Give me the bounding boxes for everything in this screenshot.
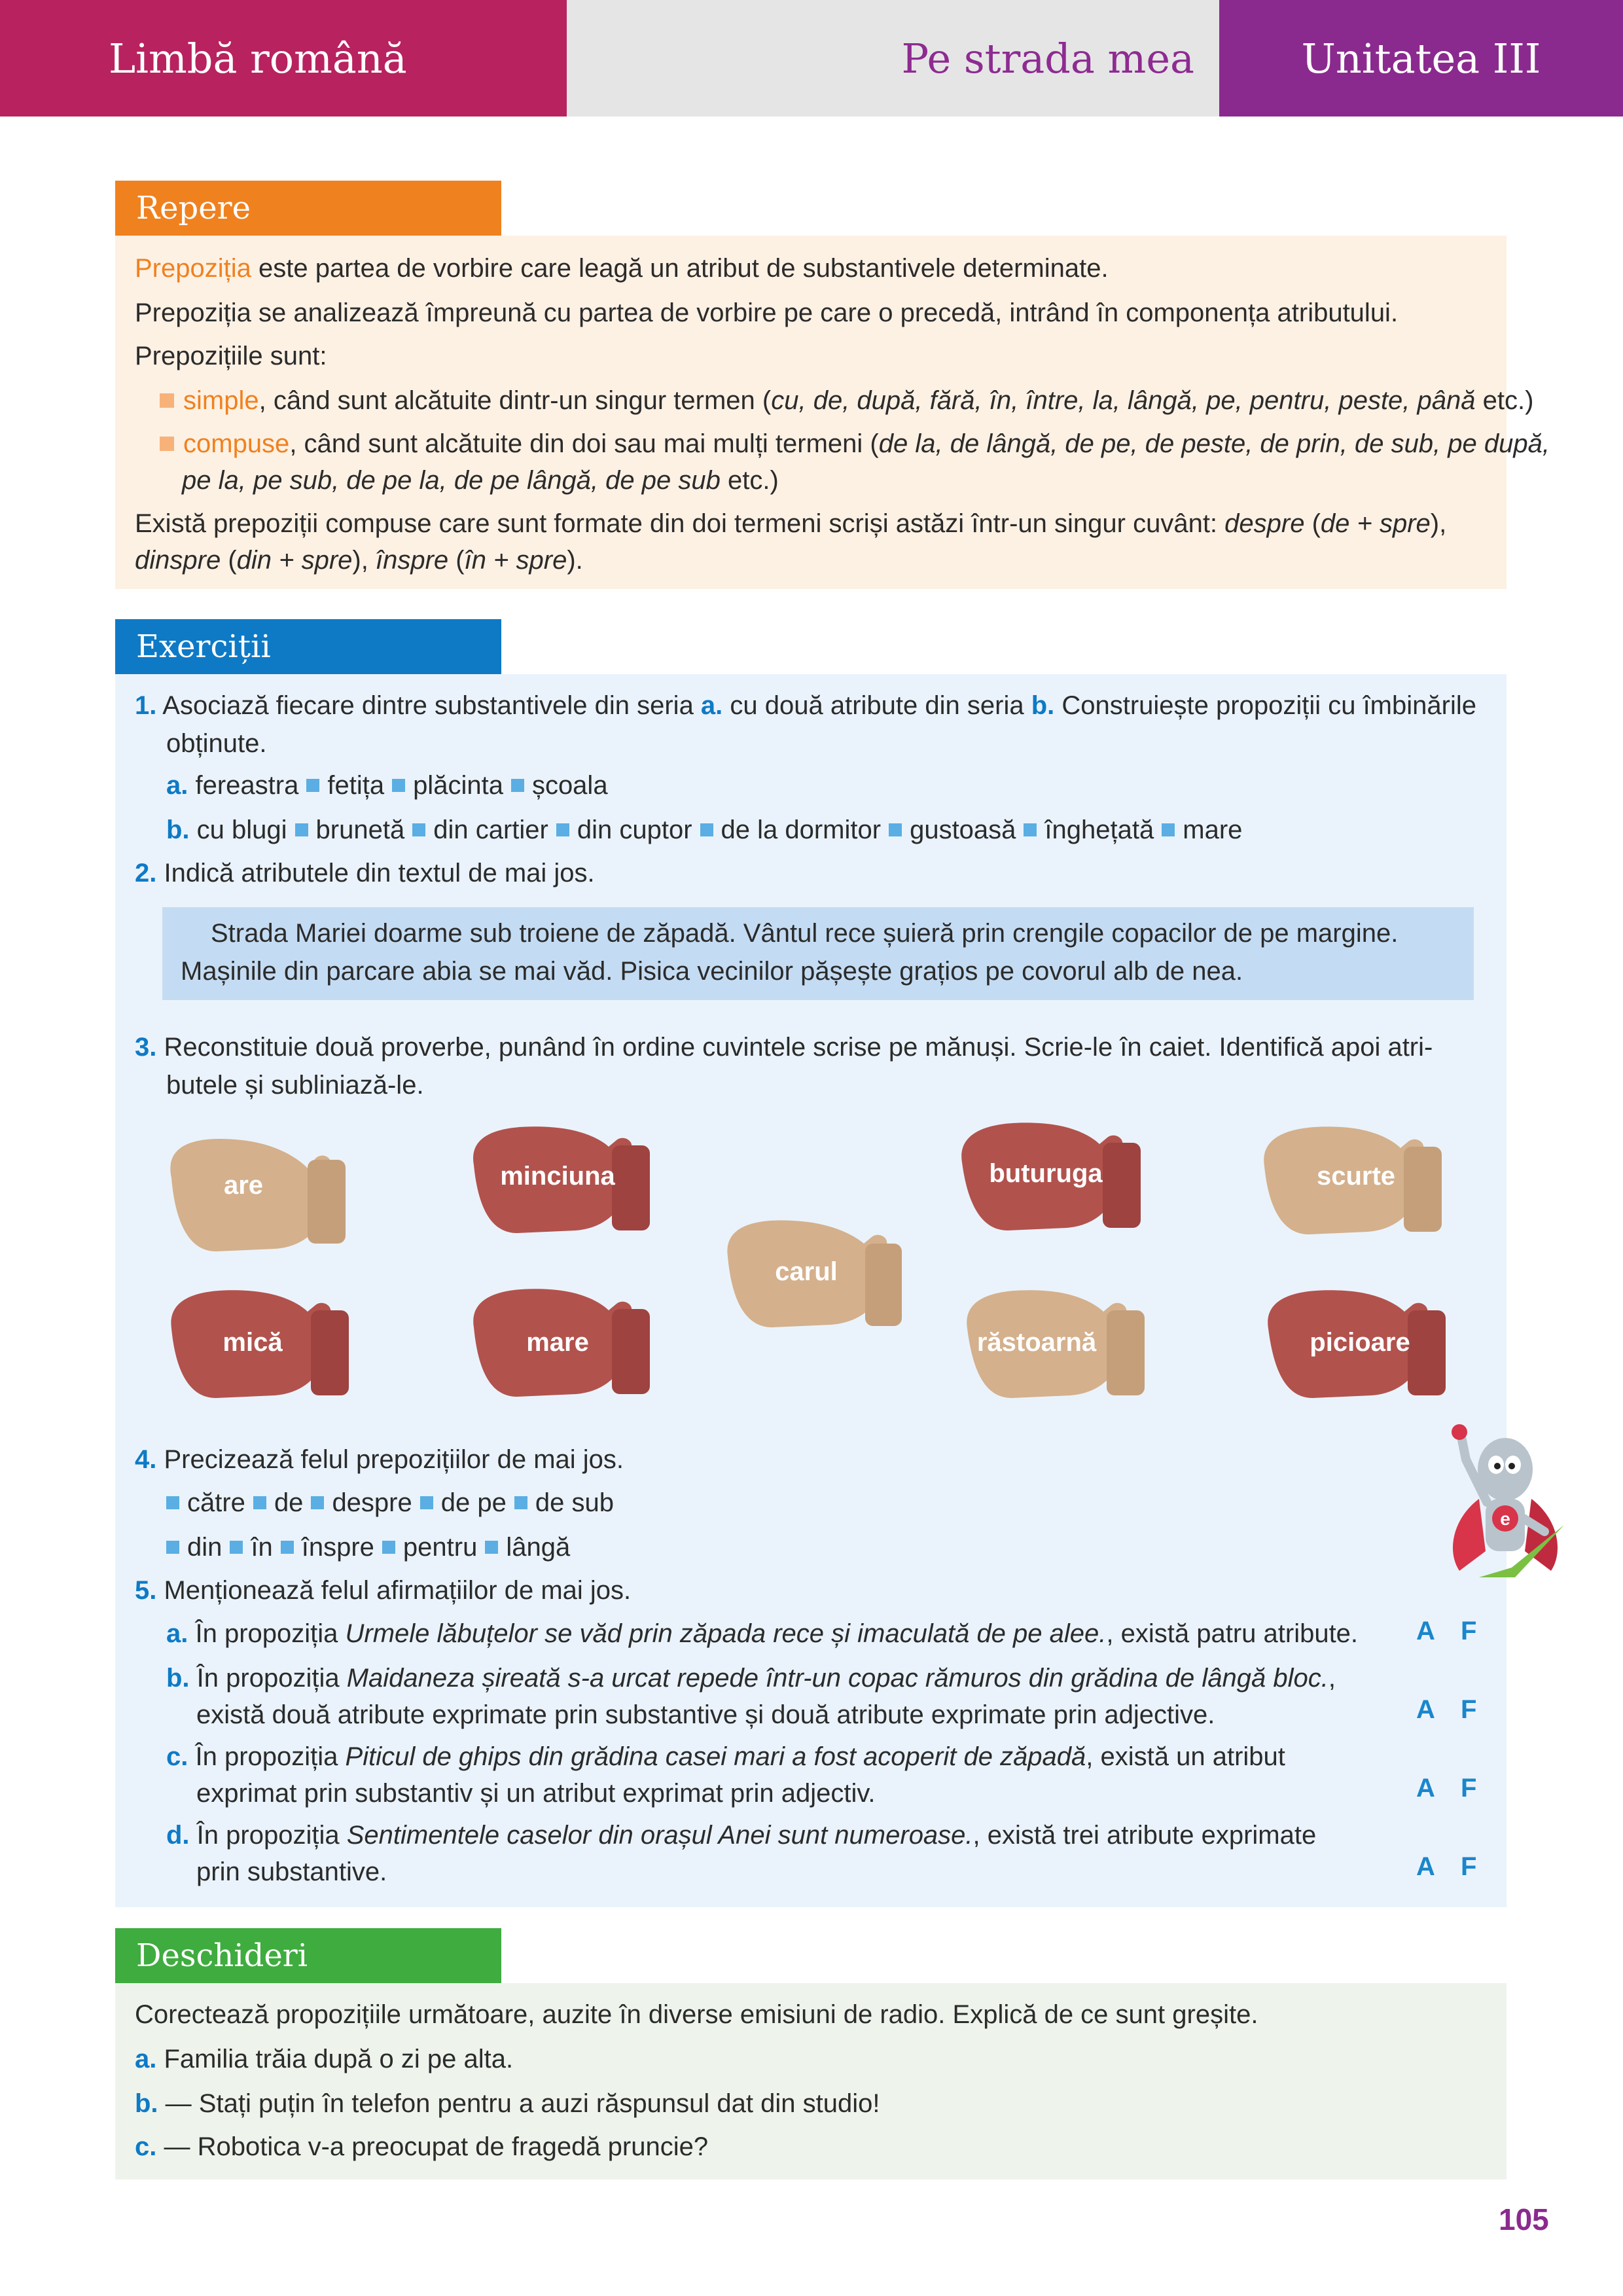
ex4-row2: din în înspre pentru lângă	[166, 1529, 570, 1566]
ex5-d-line1: d. În propoziția Sentimentele caselor din orașul Anei sunt numeroase., există trei atribute exprimate	[166, 1821, 1317, 1850]
mitten-carul	[727, 1220, 902, 1327]
ex2-box-line2: Mașinile din parcare abia se mai văd. Pisica vecinilor pășește grațios pe covorul alb de nea.	[181, 957, 1243, 986]
deschideri-c: c. — Robotica v-a preocupat de fragedă pruncie?	[135, 2132, 709, 2161]
bullet-square-icon	[382, 1541, 395, 1554]
bullet-square-icon	[514, 1496, 527, 1509]
mitten-label: buturuga	[989, 1159, 1103, 1188]
ex5-b-line1: b. În propoziția Maidaneza șireată s-a urcat repede într-un copac rămuros din grădina de lângă bloc.,	[166, 1664, 1336, 1693]
repere-p1: Prepoziția este partea de vorbire care leagă un atribut de substantivele determinate.	[135, 254, 1109, 283]
ex5-b-line2: există două atribute exprimate prin substantive și două atribute exprimate prin adjective.	[196, 1700, 1215, 1729]
bullet-square-icon	[253, 1496, 266, 1509]
ex5-d-true[interactable]: A	[1416, 1852, 1435, 1881]
repere-bullet-simple: simple, când sunt alcătuite dintr-un singur termen (cu, de, după, fără, în, între, la, lângă, pe, pentru, peste, până etc.)	[160, 382, 1533, 419]
mitten-buturuga	[961, 1122, 1141, 1230]
ex5-a-true[interactable]: A	[1416, 1617, 1435, 1645]
mitten-label: picioare	[1310, 1328, 1410, 1357]
ex5-line: 5. Menționează felul afirmațiilor de mai jos.	[135, 1576, 632, 1605]
ex1-series-b: b. cu blugi brunetă din cartier din cuptor de la dormitor gustoasă înghețată mare	[166, 816, 1243, 844]
bullet-square-icon	[166, 1541, 179, 1554]
bullet-square-icon	[311, 1496, 324, 1509]
ex5-c-true[interactable]: A	[1416, 1774, 1435, 1803]
deschideri-intro: Corectează propozițiile următoare, auzite în diverse emisiuni de radio. Explică de ce sunt greșite.	[135, 2000, 1258, 2029]
ex4-row1: către de despre de pe de sub	[166, 1484, 614, 1521]
mitten-label: are	[223, 1171, 264, 1200]
svg-text:e: e	[1500, 1509, 1510, 1529]
ex2-box-line1: Strada Mariei doarme sub troiene de zăpadă. Vântul rece șuieră prin crengile copacilor de pe margine.	[211, 919, 1399, 948]
ex3-line1: 3. Reconstituie două proverbe, punând în ordine cuvintele scrise pe mănuși. Scrie-le în caiet. Identifică apoi atri-	[135, 1033, 1433, 1062]
unit-title: Unitatea III	[1301, 34, 1541, 82]
ex5-b-false[interactable]: F	[1461, 1695, 1477, 1724]
ex1-line1: 1. Asociază fiecare dintre substantivele din seria a. cu două atribute din seria b. Construiește propoziții cu îmbinările	[135, 691, 1476, 720]
bullet-square-icon	[281, 1541, 294, 1554]
ex5-d-false[interactable]: F	[1461, 1852, 1477, 1881]
ex5-b-true[interactable]: A	[1416, 1695, 1435, 1724]
mitten-scurte	[1264, 1126, 1442, 1234]
deschideri-a: a. Familia trăia după o zi pe alta.	[135, 2045, 514, 2073]
mitten-label: mare	[526, 1328, 589, 1357]
chapter-title: Pe strada mea	[901, 34, 1194, 82]
mitten-label: scurte	[1316, 1162, 1396, 1191]
ex2-line: 2. Indică atributele din textul de mai jos.	[135, 859, 595, 888]
bullet-square-icon	[420, 1496, 433, 1509]
subject-title: Limbă română	[109, 34, 407, 82]
deschideri-title: Deschideri	[136, 1937, 308, 1974]
page-number: 105	[1499, 2202, 1549, 2236]
repere-p3: Prepozițiile sunt:	[135, 342, 327, 370]
ex5-a: a. În propoziția Urmele lăbuțelor se văd prin zăpada rece și imaculată de pe alee., există patru atribute.	[166, 1619, 1359, 1648]
mitten-mica	[171, 1290, 349, 1398]
bullet-square-icon	[230, 1541, 243, 1554]
mitten-label: carul	[775, 1257, 838, 1286]
mitten-mare	[473, 1289, 650, 1397]
bullet-square-icon	[485, 1541, 498, 1554]
repere-title: Repere	[136, 190, 251, 226]
ex5-c-line2: exprimat prin substantiv și un atribut exprimat prin adjectiv.	[196, 1779, 876, 1808]
ex1-line2: obținute.	[166, 729, 267, 758]
ex5-a-false[interactable]: F	[1461, 1617, 1477, 1645]
ex4-line: 4. Precizează felul prepozițiilor de mai jos.	[135, 1445, 624, 1474]
repere-p2: Prepoziția se analizează împreună cu partea de vorbire pe care o precedă, intrând în componența atributului.	[135, 298, 1399, 327]
ex1-series-a: a. fereastra fetița plăcinta școala	[166, 771, 608, 800]
repere-p4-line2: dinspre (din + spre), înspre (în + spre).	[135, 546, 583, 575]
mitten-label: mică	[223, 1328, 283, 1357]
bullet-square-icon	[166, 1496, 179, 1509]
exercitii-title: Exerciții	[136, 628, 271, 665]
mitten-label: răstoarnă	[976, 1328, 1097, 1357]
ex5-c-line1: c. În propoziția Piticul de ghips din grădina casei mari a fost acoperit de zăpadă, există un atribut	[166, 1742, 1285, 1771]
mitten-picioare	[1268, 1290, 1446, 1398]
deschideri-b: b. — Stați puțin în telefon pentru a auzi răspunsul dat din studio!	[135, 2089, 880, 2118]
deschideri-tab	[115, 1928, 501, 1983]
mitten-rastoarna	[967, 1290, 1145, 1398]
mitten-label: minciuna	[500, 1162, 615, 1191]
repere-bullet-compuse: compuse, când sunt alcătuite din doi sau mai mulți termeni (de la, de lângă, de pe, de peste, de prin, de sub, pe după,	[160, 425, 1550, 462]
mitten-are	[170, 1139, 346, 1251]
superhero-mascot-icon	[1440, 1420, 1571, 1590]
ex5-d-line2: prin substantive.	[196, 1857, 387, 1886]
mitten-minciuna	[473, 1126, 650, 1233]
repere-bullet-compuse-cont: pe la, pe sub, de pe la, de pe lângă, de pe sub etc.)	[182, 466, 779, 495]
repere-p4-line1: Există prepoziții compuse care sunt formate din doi termeni scriși astăzi într-un singur cuvânt: despre (de + spre),	[135, 509, 1447, 538]
ex5-c-false[interactable]: F	[1461, 1774, 1477, 1803]
ex3-line2: butele și subliniază-le.	[166, 1071, 424, 1100]
